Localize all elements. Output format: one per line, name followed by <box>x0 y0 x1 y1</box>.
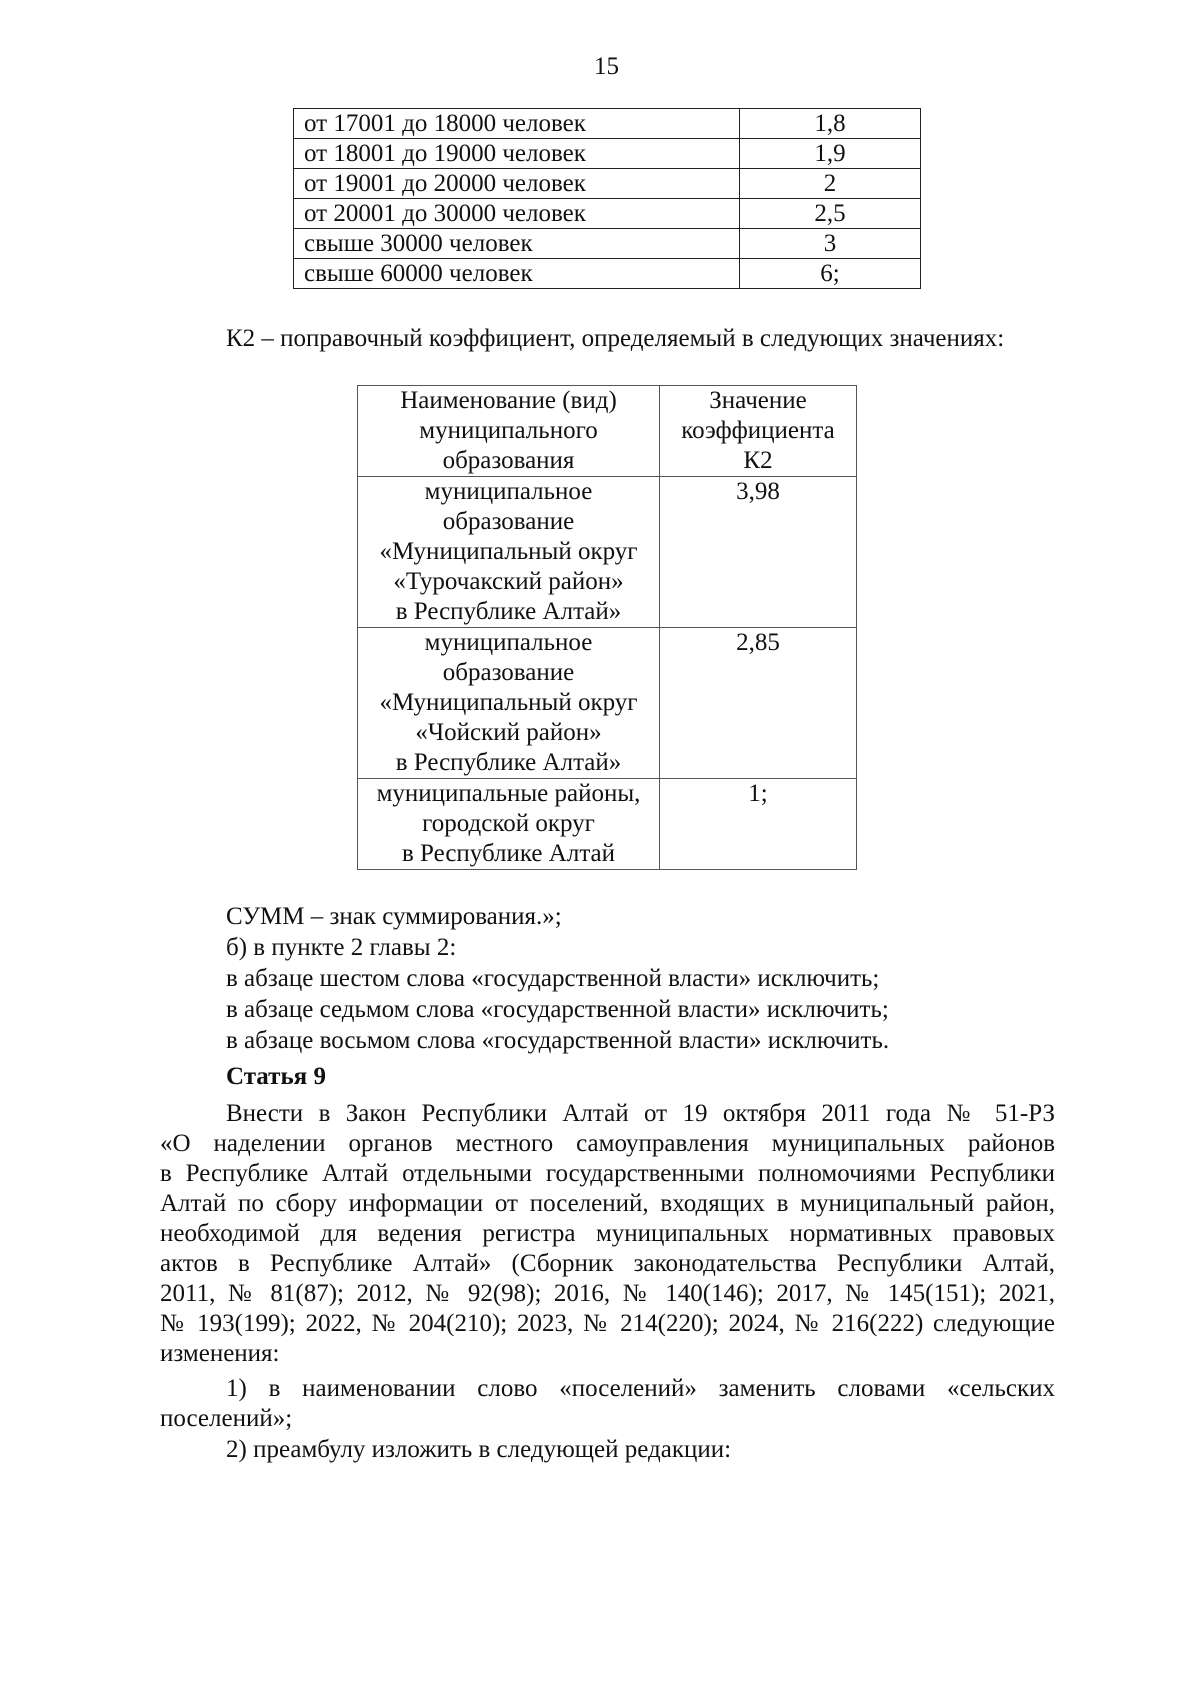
cell-text: образование <box>442 659 575 686</box>
k1-coefficient-table <box>293 108 921 289</box>
paragraph-line: актов в Республике Алтай» (Сборник законодательства Республики Алтай, <box>160 1250 1055 1277</box>
amendment-line: СУММ – знак суммирования.»; <box>226 903 562 930</box>
table-row <box>294 139 921 169</box>
paragraph-line: «О наделении органов местного самоуправления муниципальных районов <box>160 1130 1055 1157</box>
header-text: коэффициента <box>681 417 835 444</box>
amendments-block <box>226 901 889 1056</box>
amendment-line: в абзаце восьмом слова «государственной власти» исключить. <box>226 1027 890 1054</box>
table-row <box>358 628 857 779</box>
table-row <box>294 109 921 139</box>
cell-text: «Чойский район» <box>415 719 602 746</box>
amendment-line: б) в пункте 2 главы 2: <box>226 934 457 961</box>
table-cell-value: 1,8 <box>740 109 921 139</box>
article-9-body <box>160 1099 1055 1369</box>
cell-text: муниципальные районы, <box>376 780 641 807</box>
cell-text: «Муниципальный округ <box>379 689 638 716</box>
table-cell-value <box>660 628 857 779</box>
table-cell-range: свыше 60000 человек <box>294 259 740 289</box>
paragraph-line: необходимой для ведения регистра муниципальных нормативных правовых <box>160 1220 1055 1247</box>
table-row <box>294 169 921 199</box>
table-cell-value <box>660 477 857 628</box>
cell-value: 1; <box>748 780 768 807</box>
table-cell-name <box>358 477 660 628</box>
table-cell-name <box>358 628 660 779</box>
table-header-row <box>358 386 857 477</box>
header-text: образования <box>442 447 575 474</box>
table-cell-range: от 19001 до 20000 человек <box>294 169 740 199</box>
table-cell-value: 2 <box>740 169 921 199</box>
table-cell-range: от 17001 до 18000 человек <box>294 109 740 139</box>
header-cell-name <box>358 386 660 477</box>
page-number: 15 <box>594 53 619 80</box>
amendment-line: в абзаце седьмом слова «государственной власти» исключить; <box>226 996 889 1023</box>
table-cell-range: от 18001 до 19000 человек <box>294 139 740 169</box>
cell-text: «Турочакский район» <box>393 568 624 595</box>
cell-value: 2,85 <box>736 629 780 656</box>
cell-text: образование <box>442 508 575 535</box>
table-cell-value: 1,9 <box>740 139 921 169</box>
amendment-line: в абзаце шестом слова «государственной власти» исключить; <box>226 965 880 992</box>
table-cell-range: свыше 30000 человек <box>294 229 740 259</box>
cell-text: «Муниципальный округ <box>379 538 638 565</box>
paragraph-line: 2011, № 81(87); 2012, № 92(98); 2016, № 140(146); 2017, № 145(151); 2021, <box>160 1280 1055 1307</box>
paragraph-line: № 193(199); 2022, № 204(210); 2023, № 214(220); 2024, № 216(222) следующие <box>160 1310 1055 1337</box>
table-cell-value <box>660 779 857 870</box>
cell-text: муниципальное <box>424 629 593 656</box>
paragraph-line: 2) преамбулу изложить в следующей редакции: <box>226 1436 732 1463</box>
header-text: К2 <box>743 447 773 474</box>
table-row <box>294 259 921 289</box>
header-text: муниципального <box>419 417 598 444</box>
table-cell-value: 2,5 <box>740 199 921 229</box>
paragraph-line: поселений»; <box>160 1405 293 1432</box>
table-row <box>358 477 857 628</box>
paragraph-line: Алтай по сбору информации от поселений, входящих в муниципальный район, <box>160 1190 1055 1217</box>
paragraph-line: 1) в наименовании слово «поселений» заменить словами «сельских <box>226 1375 1055 1402</box>
article-9-item-1 <box>160 1374 1055 1434</box>
table-cell-value: 3 <box>740 229 921 259</box>
paragraph-line: в Республике Алтай отдельными государственными полномочиями Республики <box>160 1160 1055 1187</box>
paragraph-line: изменения: <box>160 1340 280 1367</box>
header-text: Значение <box>709 387 807 414</box>
article-9-item-2 <box>160 1435 1055 1465</box>
cell-text: в Республике Алтай <box>401 840 616 867</box>
k2-intro-paragraph: К2 – поправочный коэффициент, определяемый в следующих значениях: <box>226 325 1005 352</box>
cell-value: 3,98 <box>736 478 780 505</box>
table-row <box>358 779 857 870</box>
paragraph-line: Внести в Закон Республики Алтай от 19 октября 2011 года № 51-РЗ <box>226 1100 1055 1127</box>
cell-text: муниципальное <box>424 478 593 505</box>
header-cell-value <box>660 386 857 477</box>
table-cell-range: от 20001 до 30000 человек <box>294 199 740 229</box>
k2-coefficient-table <box>357 385 857 870</box>
table-row <box>294 199 921 229</box>
header-text: Наименование (вид) <box>400 387 617 414</box>
table-cell-name <box>358 779 660 870</box>
cell-text: в Республике Алтай» <box>395 749 622 776</box>
cell-text: городской округ <box>422 810 595 837</box>
table-row <box>294 229 921 259</box>
table-cell-value: 6; <box>740 259 921 289</box>
cell-text: в Республике Алтай» <box>395 598 622 625</box>
article-heading: Статья 9 <box>226 1063 326 1090</box>
